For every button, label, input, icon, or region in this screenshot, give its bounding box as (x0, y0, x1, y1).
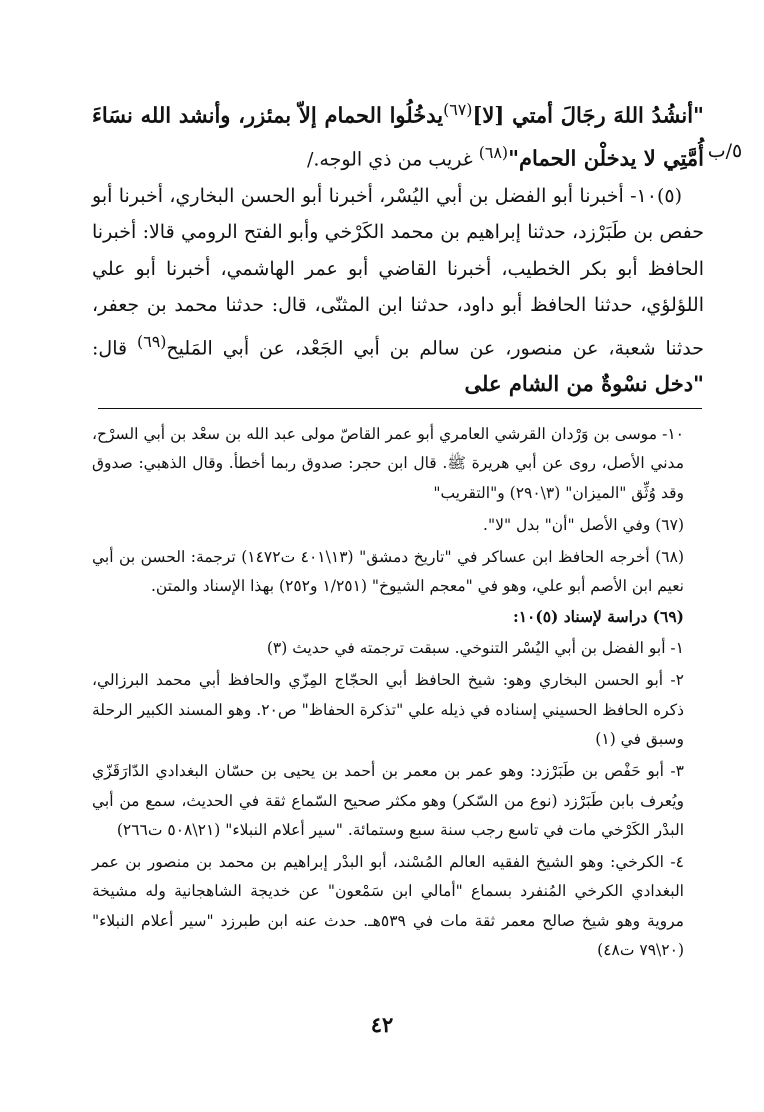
footnote-ref-67: (٦٧) (443, 100, 473, 119)
footnotes (92, 420, 704, 965)
footnote-69-heading: (٦٩) دراسة لإسناد (٥)١٠: (512, 606, 684, 626)
footnote-ref-68: (٦٨) (478, 142, 509, 162)
footnote-item-3: ٣- أبو حَفْص بن طَبَرْزد: وهو عمر بن معمر بن أحمد بن يحيى بن حسّان البغدادي الدّارَقَزّي ويُعرف بابن طَبَرْزد (نوع من السّكر) وهو مكثر صحيح السّماع ثقة في الحديث، سمع من أبي البدْر الكَرْخي مات في تاسع رجب سنة سبع وستمائة. "سير أعلام النبلاء" (٢١\٥٠٨ ت٢٦٦) (92, 762, 684, 839)
footnote-item-4: ٤- الكرخي: وهو الشيخ الفقيه العالم المُسْند، أبو البدْر إبراهيم بن محمد بن منصور بن عمر البغدادي الكرخي المُنفرد بسماع "أمالي ابن سَمْعون" عن خديجة الشاهجانية وله مشيخة مروية وهو شيخ صالح معمر ثقة مات في ٥٣٩هـ. حدث عنه ابن طبرزد "سير أعلام النبلاء" (٢٠\٧٩ ت٤٨) (92, 853, 684, 960)
footnote-divider (98, 408, 702, 409)
hadith-grading: غريب من ذي الوجه./ (306, 148, 479, 171)
footnote-68: (٦٨) أخرجه الحافظ ابن عساكر في "تاريخ دمشق" (١٣\٤٠١ ت١٤٧٢) ترجمة: الحسن بن أبي نعيم ابن الأصم أبو علي، وهو في "معجم الشيوخ" (١/٢٥١ و٢٥٢) بهذا الإسناد والمتن. (92, 548, 684, 596)
main-text (92, 92, 704, 404)
hadith-quote-start: "أنشُدُ اللهَ رجَالَ أمتي [لا] (472, 102, 704, 128)
footnote-67: (٦٧) وفي الأصل "أن" بدل "لا". (483, 515, 684, 534)
footnote-item-2: ٢- أبو الحسن البخاري وهو: شيخ الحافظ أبي الحجّاج المِزّي والحافظ أبي محمد البرزالي، ذكره الحافظ الحسيني إسناده في ذيله علي "تذكرة الحفاظ" ص٢٠. وهو المسند الكبير الرحلة وسبق في (١) (92, 671, 684, 748)
margin-folio-note: ٥/ب (707, 140, 743, 162)
footnote-ref-69: (٦٩) (137, 331, 167, 351)
hadith-text (92, 92, 704, 178)
hadith-quote-cont: يدخُلُوا الحمام إلاّ بمئزر، وأنشد الله نسَاءَ أُمَّتِي لا يدخلْن الحمام" (92, 102, 704, 171)
hadith-quote-next: "دخل نسْوةٌ من الشام على (464, 371, 704, 397)
isnad-chain: (٥)١٠- أخبرنا أبو الفضل بن أبي اليُسْر، أخبرنا أبو الحسن البخاري، أخبرنا أبو حفص بن طَبَرْزد، حدثنا إبراهيم بن محمد الكَرْخي وأبو الفتح الرومي قالا: أخبرنا الحافظ أبو بكر الخطيب، أخبرنا القاضي أبو عمر الهاشمي، أخبرنا أبو علي اللؤلؤي، حدثنا الحافظ أبو داود، حدثنا ابن المثنّى، قال: حدثنا محمد بن جعفر، حدثنا شعبة، عن منصور، عن سالم بن أبي الجَعْد، عن أبي المَليح (92, 184, 704, 359)
isnad-said: قال: (92, 336, 138, 359)
footnote-10: ١٠- موسى بن وَرْدان القرشي العامري أبو عمر القاصّ مولى عبد الله بن سعْد بن أبي السرْح، مدني الأصل، روى عن أبي هريرة ﷺ. قال ابن حجر: صدوق ربما أخطأ. وقال الذهبي: صدوق وقد وُثِّق "الميزان" (٣\٢٩٠) و"التقريب" (92, 425, 684, 502)
page-number: ٤٢ (370, 1012, 394, 1037)
isnad-paragraph (92, 178, 704, 404)
footnote-item-1: ١- أبو الفضل بن أبي اليُسْر التنوخي. سبقت ترجمته في حديث (٣) (266, 639, 684, 658)
